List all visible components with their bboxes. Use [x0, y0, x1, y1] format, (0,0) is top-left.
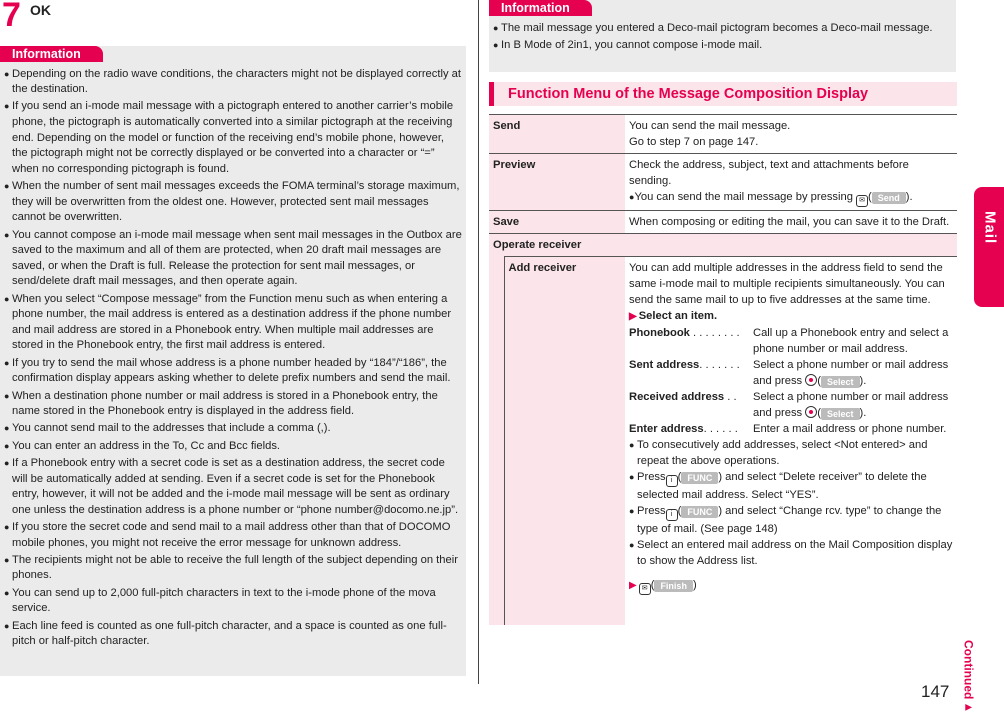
bullet-icon: ●: [4, 440, 10, 451]
preview-line1: Check the address, subject, text and attachments before sending.: [629, 159, 909, 187]
option-desc: Select a phone number or mail address and press ( Select ).: [753, 391, 949, 419]
bullet-icon: ●: [4, 68, 10, 79]
option-term: Enter address. . . . . .: [629, 423, 738, 435]
bullet-icon: ●: [4, 101, 10, 112]
select-item-text: Select an item.: [638, 310, 718, 322]
send-line1: You can send the mail message.: [629, 120, 791, 132]
save-label: Save: [489, 211, 625, 234]
info-item: [4, 619, 462, 650]
send-desc: [625, 115, 957, 154]
softkey-select: Select: [821, 408, 860, 420]
bullet-icon: ●: [4, 390, 10, 401]
preview-line2: ●You can send the mail message by pressing ✉ ( Send ).: [629, 189, 953, 207]
info-item: [4, 356, 462, 387]
row-send: [489, 115, 957, 154]
option-list: [629, 325, 953, 437]
information-box-right: [489, 0, 956, 72]
row-operate-receiver: [489, 234, 957, 257]
info-item-text: If you store the secret code and send mail to a mail address other than that of DOCOMO mobile phones, you might not receive the error message for unknown address.: [12, 521, 451, 549]
preview-line2-text: You can send the mail message by pressing: [634, 191, 853, 203]
continued-label: Continued▸: [961, 640, 976, 713]
mail-key-icon: ✉: [639, 583, 651, 595]
information-label-right: Information: [489, 0, 592, 16]
softkey-select: Select: [821, 376, 860, 388]
info-item-text: If you send an i-mode mail message with a pictograph entered to another carrier’s mobile phone, the pictograph is automatically converted into a similar pictograph at the receiving end. Depending on the model or function of the receiving end’s mobile phone, however, the pictograph might not be correctly displayed or be converted into a character or “=” when no corresponding pictograph is found.: [12, 100, 454, 175]
note-item: ● Press i ( FUNC ) and select “Delete receiver” to delete the selected mail address. Select “YES”.: [629, 471, 927, 501]
info-item: [4, 586, 462, 617]
info-item: [4, 67, 462, 98]
option-term: Phonebook . . . . . . . .: [629, 327, 740, 339]
option-desc: Select a phone number or mail address and press ( Select ).: [753, 359, 949, 387]
information-list-right: [489, 18, 956, 54]
center-key-icon: [805, 374, 817, 386]
info-item: [4, 520, 462, 551]
info-item: [4, 553, 462, 584]
option-row: [629, 389, 953, 421]
info-item-text: If a Phonebook entry with a secret code is set as a destination address, the secret code will be automatically added at sending. Even if a secret code is set for the Phonebook entry, however, it will not be added and the i-mode mail message will be sent as ordinary one unless the destination address is a phone number or “phone number@docomo.ne.jp”.: [12, 456, 459, 516]
info-item-text: You can enter an address in the To, Cc and Bcc fields.: [12, 439, 281, 452]
i-key-icon: i: [666, 475, 678, 487]
option-row: [629, 421, 953, 437]
option-row: [629, 325, 953, 357]
preview-label: Preview: [489, 154, 625, 211]
notes-list: [629, 437, 953, 569]
preview-desc: [625, 154, 957, 211]
option-desc: Call up a Phonebook entry and select a phone number or mail address.: [753, 327, 949, 355]
bullet-icon: ●: [629, 540, 635, 550]
step-text: OK: [30, 2, 51, 18]
bullet-icon: ●: [4, 587, 10, 598]
bullet-icon: ●: [629, 440, 635, 450]
mail-key-icon: ✉: [856, 195, 868, 207]
option-desc: Enter a mail address or phone number.: [753, 423, 947, 435]
bullet-icon: ●: [4, 423, 10, 434]
info-item-text: The mail message you entered a Deco-mail pictogram becomes a Deco-mail message.: [501, 21, 933, 34]
bullet-icon: ●: [4, 554, 10, 565]
option-term: Sent address. . . . . . .: [629, 359, 740, 371]
note-item: ● Select an entered mail address on the Mail Composition display to show the Address list.: [629, 539, 953, 567]
bullet-icon: ●: [493, 39, 499, 50]
info-item-text: When you select “Compose message” from the Function menu such as when entering a phone number, the mail address is entered as a destination address if the phone number and mail address are stored in a Phonebook entry. When multiple mail addresses are stored in the Phonebook entry, the first mail address is entered.: [12, 292, 452, 352]
send-line2: Go to step 7 on page 147.: [629, 136, 759, 148]
row-preview: [489, 154, 957, 211]
bullet-icon: ●: [4, 181, 10, 192]
softkey-finish: Finish: [654, 580, 693, 592]
i-key-icon: i: [666, 509, 678, 521]
row-add-receiver: [489, 257, 957, 626]
bullet-icon: ●: [4, 357, 10, 368]
info-item-text: You cannot send mail to the addresses that include a comma (,).: [12, 422, 331, 435]
info-item-text: If you try to send the mail whose address is a phone number headed by “184”/“186”, the confirmation display appears asking whether to delete prefix numbers and send the mail.: [12, 356, 451, 385]
send-label: Send: [489, 115, 625, 154]
information-list: [0, 64, 466, 650]
continued-text: Continued: [961, 640, 976, 700]
left-column: [0, 0, 466, 701]
option-term: Received address . .: [629, 391, 737, 403]
info-item-text: The recipients might not be able to receive the full length of the subject depending on their phones.: [12, 553, 458, 582]
info-item-text: Each line feed is counted as one full-pitch character, and a space is counted as one full-pitch or half-pitch character.: [12, 619, 447, 648]
option-row: [629, 357, 953, 389]
note-item: ● Press i ( FUNC ) and select “Change rcv. type” to change the type of mail. (See page 148): [629, 505, 942, 535]
add-receiver-intro: You can add multiple addresses in the address field to send the same i-mode mail to multiple recipients simultaneously. You can send the same mail to up to five addresses at the same time.: [629, 262, 945, 306]
info-item: [4, 228, 462, 290]
bullet-icon: ●: [629, 506, 635, 516]
bullet-icon: ●: [4, 229, 10, 240]
bullet-icon: ●: [629, 472, 635, 482]
function-menu-title: Function Menu of the Message Composition Display: [489, 82, 957, 106]
information-box: [0, 46, 466, 676]
info-item: [493, 38, 952, 54]
operate-receiver-label: Operate receiver: [489, 234, 957, 257]
softkey-func: FUNC: [681, 472, 718, 484]
select-item-step: ▶ Select an item.: [629, 310, 718, 322]
column-divider: [478, 0, 479, 684]
add-receiver-desc: [625, 257, 957, 626]
side-tab-mail: [974, 187, 1004, 307]
page-number: 147: [921, 682, 950, 701]
info-item-text: You can send up to 2,000 full-pitch characters in text to the i-mode phone of the mova service.: [12, 586, 436, 615]
function-menu-table: [489, 114, 957, 625]
info-item-text: You cannot compose an i-mode mail message when sent mail messages in the Outbox are saved to the maximum and all of them are protected, when 20 draft mail messages are saved, or when the Draft is full. Release the protection for sent mail messages, or send/delete draft mail messages, and then operate again.: [12, 228, 462, 288]
bullet-icon: ●: [4, 457, 10, 468]
row-save: [489, 211, 957, 234]
add-receiver-label: Add receiver: [504, 257, 625, 626]
side-tab-label: Mail: [981, 211, 999, 245]
softkey-send: Send: [872, 192, 906, 204]
bullet-icon: ●: [4, 522, 10, 532]
info-item-text: When the number of sent mail messages exceeds the FOMA terminal’s storage maximum, they will be overwritten from the oldest one. However, protected sent mail messages cannot be overwritten.: [12, 180, 460, 224]
info-item: [4, 389, 462, 420]
softkey-func: FUNC: [681, 506, 718, 518]
info-item-text: Depending on the radio wave conditions, the characters might not be displayed correctly at the destination.: [12, 67, 462, 96]
info-item: [493, 21, 952, 37]
indent-cell: [489, 257, 504, 626]
info-item: [4, 179, 462, 226]
info-item: [4, 456, 462, 518]
note-item: ● To consecutively add addresses, select <Not entered> and repeat the above operations.: [629, 439, 928, 467]
info-item: [4, 439, 462, 455]
bullet-icon: ●: [4, 620, 10, 631]
bullet-icon: ●: [4, 293, 10, 304]
center-key-icon: [805, 406, 817, 418]
step-number: 7: [2, 0, 21, 34]
information-label: Information: [0, 46, 103, 62]
info-item: [4, 99, 462, 177]
right-column: [489, 0, 957, 625]
save-desc: When composing or editing the mail, you can save it to the Draft.: [629, 216, 950, 228]
info-item-text: In B Mode of 2in1, you cannot compose i-mode mail.: [501, 38, 763, 51]
info-item: [4, 292, 462, 354]
bullet-icon: ●: [493, 22, 499, 33]
preview-end: ).: [905, 191, 913, 203]
info-item: [4, 421, 462, 437]
info-item-text: When a destination phone number or mail address is stored in a Phonebook entry, the name stored in the Phonebook entry is displayed in the address field.: [12, 389, 438, 418]
final-step: ▶ ✉ ( Finish ): [629, 577, 953, 595]
